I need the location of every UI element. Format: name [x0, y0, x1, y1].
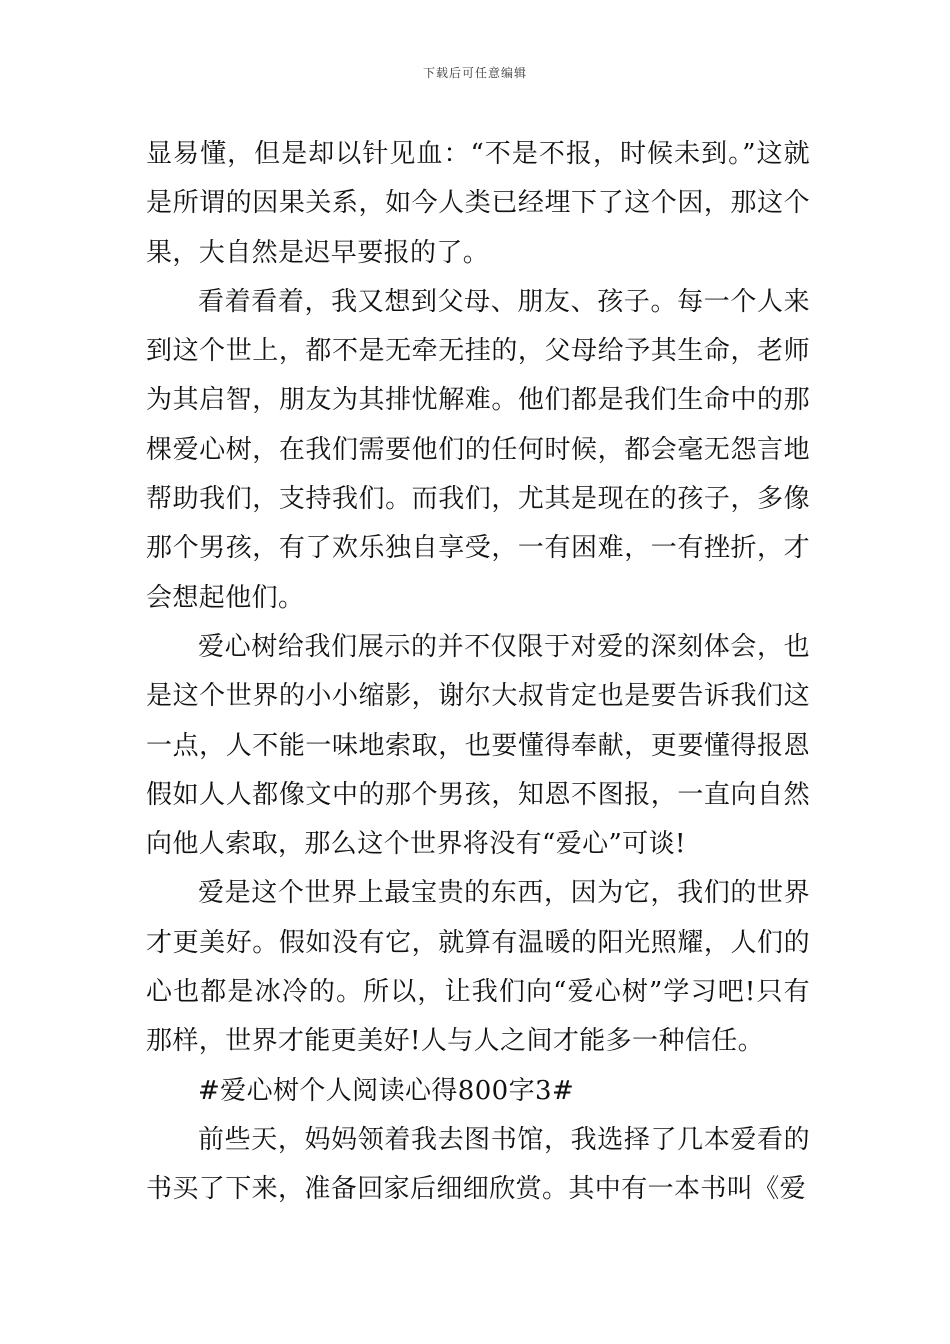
paragraph-2: 看着看着，我又想到父母、朋友、孩子。每一个人来到这个世上，都不是无牵无挂的，父母给予其生命，老师为其启智，朋友为其排忧解难。他们都是我们生命中的那棵爱心树，在我们需要他们的任何时候，都会毫无怨言地帮助我们，支持我们。而我们，尤其是现在的孩子，多像那个男孩，有了欢乐独自享受，一有困难，一有挫折，才会想起他们。 — [146, 286, 810, 613]
paragraph-5: 前些天，妈妈领着我去图书馆，我选择了几本爱看的书买了下来，准备回家后细细欣赏。其中有一本书叫《爱 — [146, 1124, 810, 1205]
section-heading: #爱心树个人阅读心得800字3# — [198, 1075, 575, 1106]
paragraph-1: 显易懂，但是却以针见血：“不是不报，时候未到。”这就是所谓的因果关系，如今人类已经埋下了这个因，那这个果，大自然是迟早要报的了。 — [146, 139, 810, 268]
paragraph-3: 爱心树给我们展示的并不仅限于对爱的深刻体会，也是这个世界的小小缩影，谢尔大叔肯定也是要告诉我们这一点，人不能一味地索取，也要懂得奉献，更要懂得报恩假如人人都像文中的那个男孩，知恩不图报，一直向自然向他人索取，那么这个世界将没有“爱心”可谈! — [146, 631, 810, 860]
header-note: 下载后可任意编辑 — [422, 66, 527, 80]
paragraph-4: 爱是这个世界上最宝贵的东西，因为它，我们的世界才更美好。假如没有它，就算有温暖的阳光照耀，人们的心也都是冰冷的。所以，让我们向“爱心树”学习吧!只有那样，世界才能更美好!人与人之间才能多一种信任。 — [146, 878, 810, 1057]
document-body — [146, 130, 810, 1215]
